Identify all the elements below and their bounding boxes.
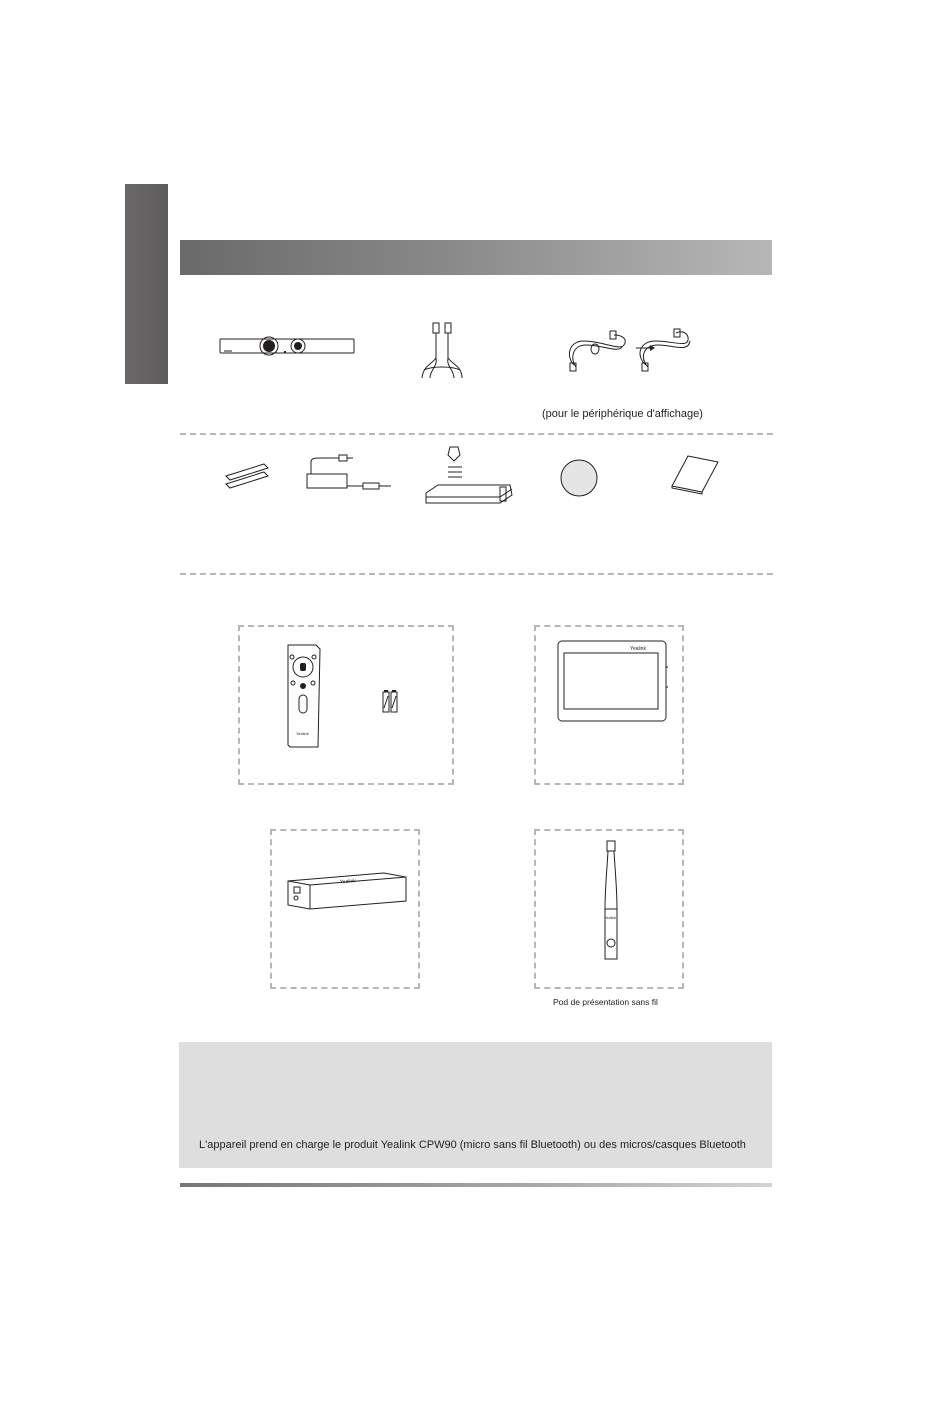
wireless-pod-illustration: [599, 839, 623, 969]
lens-cover-illustration: [557, 458, 601, 498]
tie-wraps-illustration: [222, 460, 272, 490]
note-text: L'appareil prend en charge le produit Yealink CPW90 (micro sans fil Bluetooth) ou des micros/casques Bluetooth: [199, 1139, 746, 1151]
video-bar-illustration: [218, 334, 358, 358]
wireless-pod-caption: Pod de présentation sans fil: [553, 997, 658, 1007]
quick-start-guide-illustration: [668, 454, 722, 494]
touch-panel-illustration: [556, 639, 670, 725]
section-header-bar: [180, 240, 772, 275]
pod-brand-mark: Yealink: [605, 916, 617, 920]
hub-box: [270, 829, 420, 989]
hdmi-cable-illustration: [562, 325, 697, 373]
wireless-pod-box: [534, 829, 684, 989]
remote-brand-mark: Yealink: [296, 731, 309, 736]
display-cable-caption: (pour le périphérique d'affichage): [542, 408, 703, 420]
wall-mount-bracket-illustration: [420, 443, 520, 511]
remote-control-illustration: [284, 641, 324, 751]
side-tab: [125, 184, 168, 384]
touch-panel-brand-mark: Yealink: [630, 646, 646, 652]
separator-bottom: [180, 573, 773, 575]
hub-brand-mark: Yealink: [339, 878, 357, 886]
hub-illustration: [284, 867, 410, 917]
note-box: [179, 1042, 772, 1168]
network-cable-illustration: [418, 320, 468, 382]
batteries-illustration: [381, 688, 401, 714]
separator-top: [180, 433, 773, 435]
touch-panel-box: [534, 625, 684, 785]
remote-control-box: [238, 625, 454, 785]
power-adapter-illustration: [303, 452, 393, 498]
footer-bar: [180, 1183, 772, 1187]
